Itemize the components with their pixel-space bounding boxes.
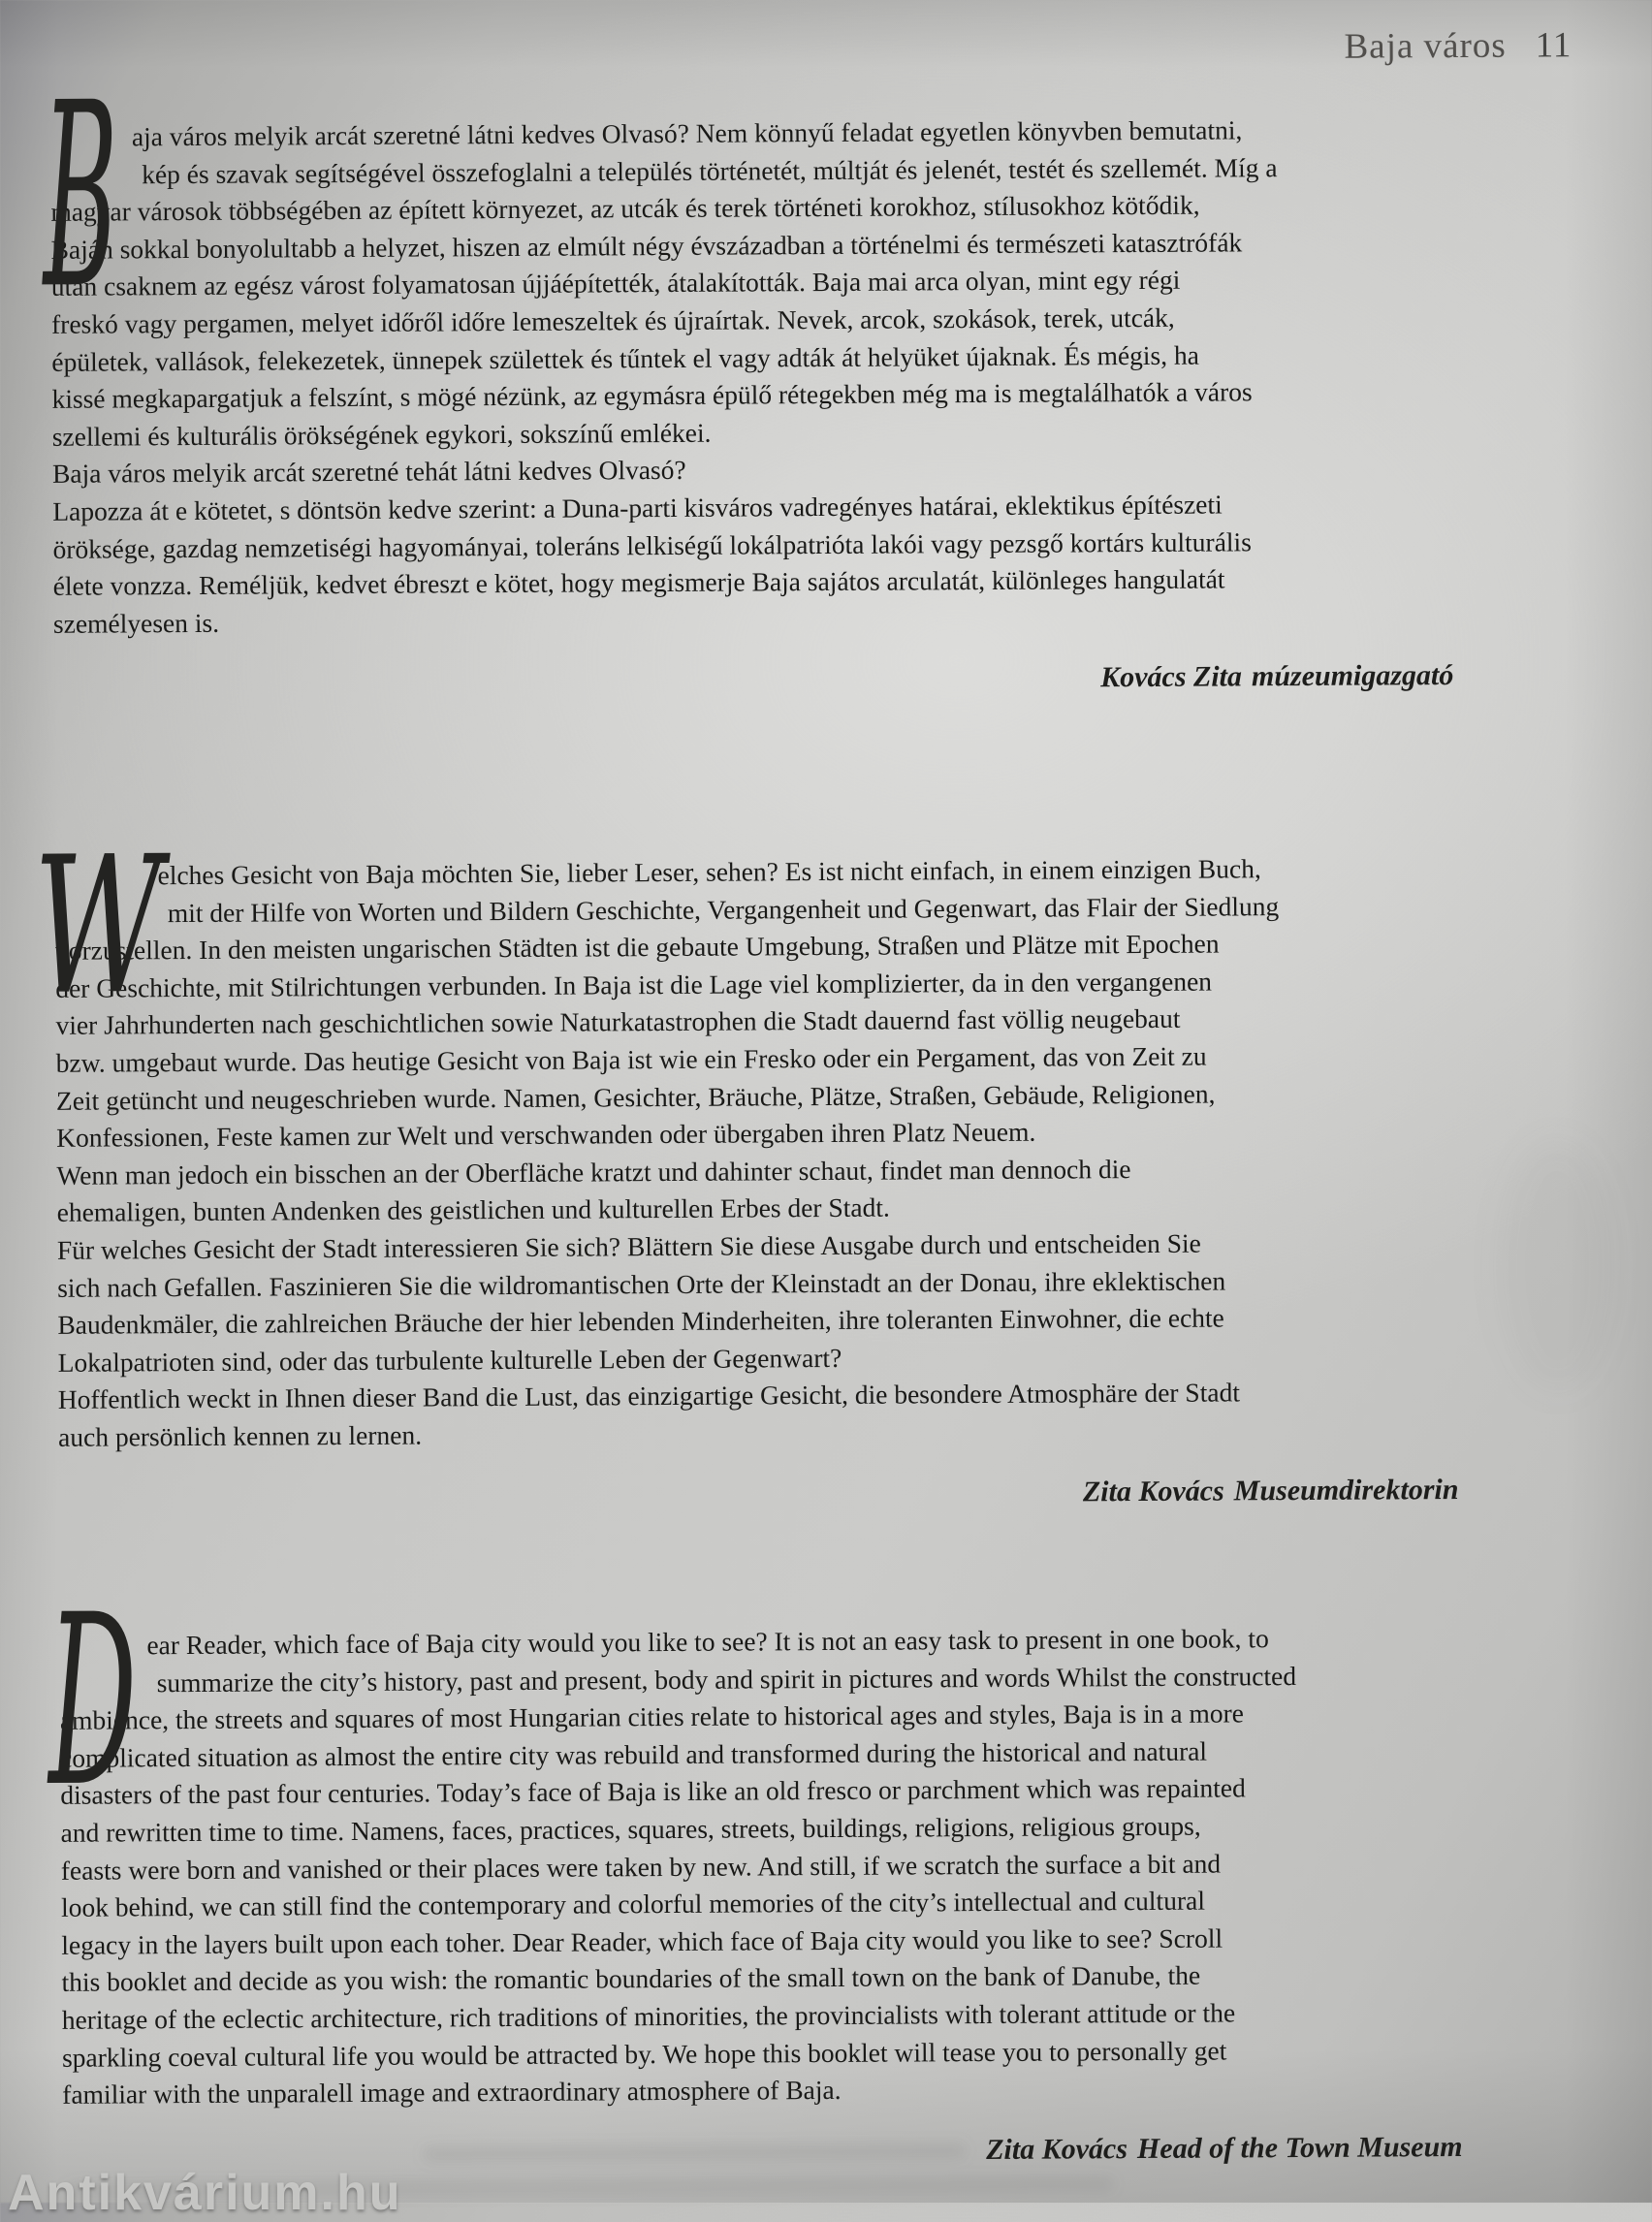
text-line: Baudenkmäler, die zahlreichen Bräuche der hier lebenden Minderheiten, ihre toleranten Einwohner, die echte <box>57 1302 1224 1340</box>
signature-title: Head of the Town Museum <box>1136 2130 1463 2165</box>
text-line: summarize the city’s history, past and present, body and spirit in pictures and words Whilst the constructed <box>156 1660 1297 1698</box>
text-line: kép és szavak segítségével összefoglalni a település történetét, múltját és jelenét, testét és szellemét. Míg a <box>142 151 1278 189</box>
text-line: személyesen is. <box>52 607 220 639</box>
text-line: look behind, we can still find the contemporary and colorful memories of the city’s intellectual and cultural <box>60 1885 1205 1922</box>
text-line: épületek, vallások, felekezetek, ünnepek születtek és tűntek el vagy adták át helyüket újaknak. És mégis, ha <box>51 339 1200 377</box>
text-line: magyar városok többségében az épített környezet, az utcák és terek történeti korokhoz, stílusokhoz kötődik, <box>50 189 1200 228</box>
signature-name: Zita Kovács <box>1082 1474 1224 1508</box>
text-line: aja város melyik arcát szeretné látni kedves Olvasó? Nem könnyű feladat egyetlen könyvben bemutatni, <box>131 114 1243 152</box>
text-line: ear Reader, which face of Baja city would you like to see? It is not an easy task to present in one book, to <box>146 1623 1269 1661</box>
drop-cap-english: D <box>47 1565 139 1840</box>
text-line: this booklet and decide as you wish: the romantic boundaries of the small town on the bank of Danube, the <box>61 1960 1201 1998</box>
text-line: Baján sokkal bonyolultabb a helyzet, hiszen az elmúlt négy évszázadban a történelmi és természeti katasztrófák <box>50 227 1243 265</box>
text-line: Lokalpatrioten sind, oder das turbulente kulturelle Leben der Gegenwart? <box>57 1342 842 1378</box>
page-header <box>1344 24 1572 67</box>
section-title: Baja város <box>1344 25 1507 67</box>
signature-hungarian <box>53 659 1469 701</box>
signature-german <box>58 1473 1474 1514</box>
signature-name: Zita Kovács <box>986 2132 1128 2166</box>
text-line: vier Jahrhunderten nach geschichtlichen sowie Naturkatastrophen die Stadt dauernd fast völlig neugebaut <box>55 1003 1181 1041</box>
signature-title: múzeumigazgató <box>1251 659 1454 693</box>
signature-name: Kovács Zita <box>1100 660 1243 694</box>
text-line: Für welches Gesicht der Stadt interessieren Sie sich? Blättern Sie diese Ausgabe durch und entscheiden Sie <box>56 1227 1201 1265</box>
text-line: auch persönlich kennen zu lernen. <box>58 1419 423 1452</box>
text-line: Hoffentlich weckt in Ihnen dieser Band die Lust, das einzigartige Gesicht, die besondere Atmosphäre der Stadt <box>57 1377 1241 1415</box>
text-line: Konfessionen, Feste kamen zur Welt und verschwanden oder übergaben ihren Platz Neuem. <box>56 1116 1036 1154</box>
text-line: vorzustellen. In den meisten ungarischen Städten ist die gebaute Umgebung, Straßen und Plätze mit Epochen <box>54 928 1220 967</box>
text-line: feasts were born and vanished or their places were taken by new. And still, if we scratch the surface a bit and <box>60 1848 1222 1886</box>
drop-cap-hungarian: B <box>42 49 119 346</box>
text-line: freskó vagy pergamen, melyet időről időre lemeszeltek és újraírtak. Nevek, arcok, szokások, terek, utcák, <box>50 302 1175 339</box>
text-line: után csaknem az egész várost folyamatosan újjáépítették, átalakították. Baja mai arca olyan, mint egy régi <box>50 265 1181 302</box>
text-line: complicated situation as almost the entire city was rebuild and transformed during the historical and natural <box>60 1735 1208 1773</box>
text-line: ambience, the streets and squares of most Hungarian cities relate to historical ages and styles, Baja is in a more <box>59 1698 1245 1736</box>
text-line: bzw. umgebaut wurde. Das heutige Gesicht von Baja ist wie ein Fresko oder ein Pergament, das von Zeit zu <box>55 1040 1207 1078</box>
text-line: Baja város melyik arcát szeretné tehát látni kedves Olvasó? <box>51 455 686 490</box>
text-line: ehemaligen, bunten Andenken des geistlichen und kulturellen Erbes der Stadt. <box>56 1191 890 1228</box>
paragraph-german <box>33 816 1474 1514</box>
paragraph-english <box>47 1565 1477 2173</box>
signature-title: Museumdirektorin <box>1233 1473 1459 1507</box>
text-line: and rewritten time to time. Namens, faces, practices, squares, streets, buildings, religions, religious groups, <box>60 1810 1201 1848</box>
text-line: kissé megkapargatjuk a felszínt, s mögé nézünk, az egymásra épülő rétegekben még ma is megtalálhatók a város <box>51 376 1253 415</box>
text-line: élete vonzza. Reméljük, kedvet ébreszt e kötet, hogy megismerje Baja sajátos arculatát, különleges hangulatát <box>52 563 1225 601</box>
page-number: 11 <box>1535 25 1573 66</box>
text-line: Zeit getüncht und neugeschrieben wurde. Namen, Gesichter, Bräuche, Plätze, Straßen, Gebäude, Religionen, <box>55 1078 1216 1116</box>
paragraph-german-lines <box>54 849 1474 1456</box>
text-line: legacy in the layers built upon each toher. Dear Reader, which face of Baja city would you like to see? Scroll <box>61 1922 1223 1960</box>
text-line: heritage of the eclectic architecture, rich traditions of minorities, the provincialists with tolerant attitude or the <box>61 1997 1236 2035</box>
text-line: elches Gesicht von Baja möchten Sie, lieber Leser, sehen? Es ist nicht einfach, in einem einzigen Buch, <box>157 853 1261 891</box>
text-line: mit der Hilfe von Worten und Bildern Geschichte, Vergangenheit und Gegenwart, das Flair der Siedlung <box>167 890 1280 928</box>
paragraph-english-lines <box>59 1619 1477 2114</box>
text-line: Wenn man jedoch ein bisschen an der Oberfläche kratzt und dahinter schaut, findet man dennoch die <box>56 1153 1131 1190</box>
text-line: szellemi és kulturális örökségének egykori, sokszínű emlékei. <box>51 417 712 452</box>
paragraph-hungarian <box>42 49 1470 701</box>
antikvarium-watermark: Antikvárium.hu <box>8 2165 402 2221</box>
text-line: familiar with the unparalell image and extraordinary atmosphere of Baja. <box>62 2075 842 2110</box>
text-line: sparkling coeval cultural life you would be attracted by. We hope this booklet will tease you to personally get <box>61 2035 1227 2073</box>
text-line: öröksége, gazdag nemzetiségi hagyományai, toleráns lelkiségű lokálpatrióta lakói vagy pezsgő kortárs kulturális <box>52 525 1252 564</box>
text-line: sich nach Gefallen. Faszinieren Sie die wildromantischen Orte der Kleinstadt an der Donau, ihre eklektischen <box>57 1265 1226 1303</box>
drop-cap-german: W <box>33 816 164 1037</box>
text-line: Lapozza át e kötetet, s döntsön kedve szerint: a Duna-parti kisváros vadregényes határai, eklektikus építészeti <box>52 489 1223 526</box>
paragraph-hungarian-lines <box>50 111 1469 643</box>
text-line: der Geschichte, mit Stilrichtungen verbunden. In Baja ist die Lage viel komplizierter, da in den vergangenen <box>55 966 1213 1003</box>
show-through-smudge <box>1498 1139 1616 1392</box>
text-line: disasters of the past four centuries. Today’s face of Baja is like an old fresco or parchment which was repainted <box>60 1772 1246 1811</box>
